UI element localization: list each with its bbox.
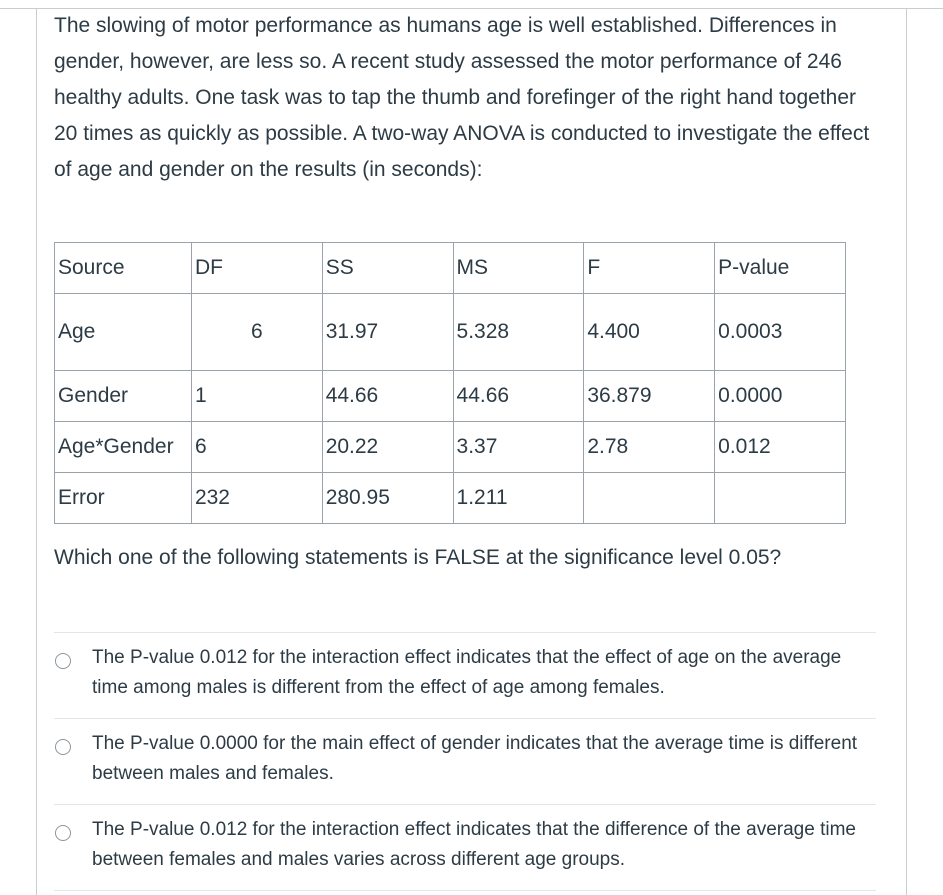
cell-ms: 1.211: [453, 473, 584, 524]
cell-df: 232: [191, 473, 322, 524]
frame-left-border: [36, 8, 37, 895]
table-row: [55, 473, 846, 524]
question-text: [54, 8, 884, 188]
cell-ss: 31.97: [322, 294, 453, 371]
option-divider: [54, 804, 876, 805]
table-row: [55, 422, 846, 473]
option-text[interactable]: The P-value 0.012 for the interaction effect indicates that the difference of the average time between females and males varies across different age groups.: [92, 819, 856, 870]
cell-p-value: 0.012: [715, 422, 846, 473]
cell-df: 6: [191, 294, 322, 371]
cell-ss: 44.66: [322, 371, 453, 422]
frame-right-border: [906, 8, 907, 895]
table-row: [55, 294, 846, 371]
cell-f: 2.78: [584, 422, 715, 473]
question-prompt: Which one of the following statements is FALSE at the significance level 0.05?: [54, 546, 782, 569]
cell-ss: 280.95: [322, 473, 453, 524]
cell-ms: 44.66: [453, 371, 584, 422]
cell-p-value: [715, 473, 846, 524]
cell-ss: 20.22: [322, 422, 453, 473]
option-text[interactable]: The P-value 0.0000 for the main effect of gender indicates that the average time is different between males and females.: [92, 733, 858, 784]
header-source: Source: [55, 243, 192, 294]
radio-button[interactable]: [55, 739, 71, 755]
radio-button[interactable]: [55, 825, 71, 841]
cell-p-value: 0.0000: [715, 371, 846, 422]
cell-source: Gender: [55, 371, 192, 422]
header-ss: SS: [322, 243, 453, 294]
header-f: F: [584, 243, 715, 294]
option-text[interactable]: The P-value 0.012 for the interaction effect indicates that the effect of age on the average time among males is different from the effect of age among females.: [92, 647, 842, 698]
header-p-value: P-value: [715, 243, 846, 294]
cell-f: 4.400: [584, 294, 715, 371]
header-ms: MS: [453, 243, 584, 294]
cell-source: Age*Gender: [55, 422, 192, 473]
cell-source: Error: [55, 473, 192, 524]
cell-f: [584, 473, 715, 524]
table-header-row: [55, 243, 846, 294]
option-divider: [54, 632, 876, 633]
option-divider: [54, 718, 876, 719]
option-divider: [54, 890, 876, 891]
radio-button[interactable]: [55, 653, 71, 669]
header-df: DF: [191, 243, 322, 294]
cell-ms: 3.37: [453, 422, 584, 473]
cell-f: 36.879: [584, 371, 715, 422]
question-paragraph: The slowing of motor performance as humans age is well established. Differences in gender, however, are less so. A recent study assessed the motor performance of 246 healthy adults. One task was to tap the thumb and forefinger of the right hand together 20 times as quickly as possible. A two-way ANOVA is conducted to investigate the effect of age and gender on the results (in seconds):: [54, 14, 870, 181]
cell-p-value: 0.0003: [715, 294, 846, 371]
table-row: [55, 371, 846, 422]
cell-ms: 5.328: [453, 294, 584, 371]
anova-table: [54, 242, 846, 524]
cell-df: 1: [191, 371, 322, 422]
cell-df: 6: [191, 422, 322, 473]
cell-source: Age: [55, 294, 192, 371]
